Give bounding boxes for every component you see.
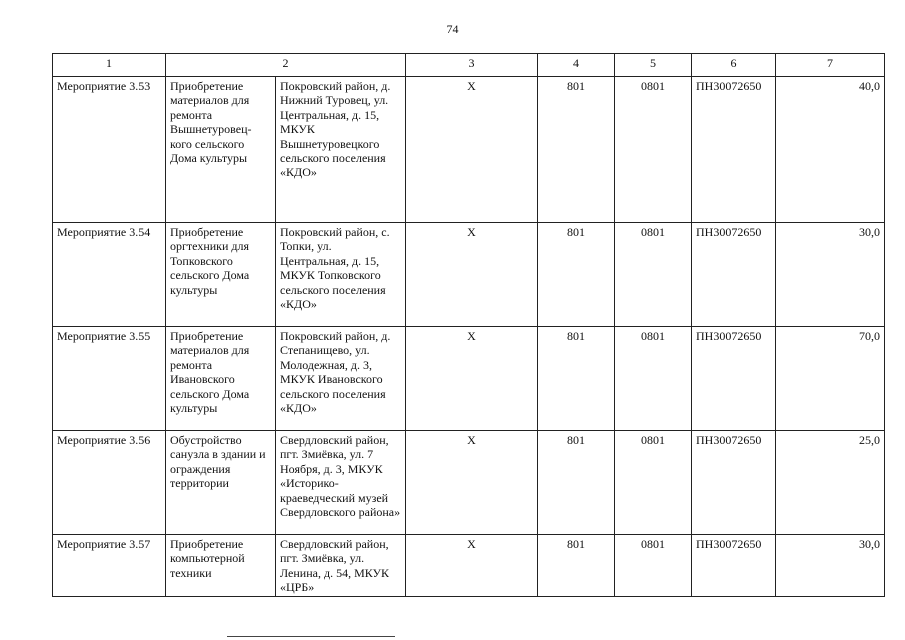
measure-id: Мероприятие 3.55 bbox=[53, 327, 166, 431]
measures-table bbox=[52, 53, 885, 597]
table-row bbox=[53, 327, 885, 431]
measure-col-3: X bbox=[406, 535, 538, 597]
measure-id: Мероприятие 3.57 bbox=[53, 535, 166, 597]
measure-location: Свердловский район, пгт. Змиёвка, ул. Ленина, д. 54, МКУК «ЦРБ» bbox=[276, 535, 406, 597]
measure-col-6: ПН30072650 bbox=[692, 327, 776, 431]
header-col-6: 6 bbox=[692, 54, 776, 77]
page-number: 74 bbox=[446, 22, 459, 36]
measure-col-5: 0801 bbox=[615, 535, 692, 597]
measure-col-5: 0801 bbox=[615, 77, 692, 223]
measure-col-5: 0801 bbox=[615, 327, 692, 431]
header-row bbox=[53, 54, 885, 77]
measure-description: Приобретение материалов для ремонта Ивановского сельского Дома культуры bbox=[166, 327, 276, 431]
measure-id: Мероприятие 3.54 bbox=[53, 223, 166, 327]
measure-location: Покровский район, с. Топки, ул. Центральная, д. 15, МКУК Топковского сельского поселения «КДО» bbox=[276, 223, 406, 327]
table-row bbox=[53, 223, 885, 327]
measure-col-4: 801 bbox=[538, 327, 615, 431]
measure-id: Мероприятие 3.53 bbox=[53, 77, 166, 223]
header-col-2: 2 bbox=[166, 54, 406, 77]
header-col-3: 3 bbox=[406, 54, 538, 77]
measure-description: Приобретение компьютерной техники bbox=[166, 535, 276, 597]
measure-description: Обустройство санузла в здании и ограждения территории bbox=[166, 431, 276, 535]
measure-col-4: 801 bbox=[538, 77, 615, 223]
header-col-5: 5 bbox=[615, 54, 692, 77]
measure-id: Мероприятие 3.56 bbox=[53, 431, 166, 535]
measure-col-5: 0801 bbox=[615, 223, 692, 327]
measure-amount: 30,0 bbox=[776, 535, 885, 597]
measure-col-3: X bbox=[406, 327, 538, 431]
measure-amount: 30,0 bbox=[776, 223, 885, 327]
table-row bbox=[53, 431, 885, 535]
header-col-7: 7 bbox=[776, 54, 885, 77]
measure-amount: 40,0 bbox=[776, 77, 885, 223]
measure-col-4: 801 bbox=[538, 431, 615, 535]
measure-col-6: ПН30072650 bbox=[692, 431, 776, 535]
measure-location: Покровский район, д. Степанищево, ул. Молодежная, д. 3, МКУК Ивановского сельского поселения «КДО» bbox=[276, 327, 406, 431]
header-col-1: 1 bbox=[53, 54, 166, 77]
table-row bbox=[53, 535, 885, 597]
measure-col-3: X bbox=[406, 223, 538, 327]
measure-col-6: ПН30072650 bbox=[692, 77, 776, 223]
measure-amount: 70,0 bbox=[776, 327, 885, 431]
measure-col-6: ПН30072650 bbox=[692, 223, 776, 327]
measure-col-4: 801 bbox=[538, 223, 615, 327]
table-row bbox=[53, 77, 885, 223]
measure-col-5: 0801 bbox=[615, 431, 692, 535]
measure-amount: 25,0 bbox=[776, 431, 885, 535]
measure-location: Покровский район, д. Нижний Туровец, ул. Центральная, д. 15, МКУК Вышнетуровецкого сельского поселения «КДО» bbox=[276, 77, 406, 223]
measure-description: Приобретение оргтехники для Топковского сельского Дома культуры bbox=[166, 223, 276, 327]
measure-location: Свердловский район, пгт. Змиёвка, ул. 7 Ноября, д. 3, МКУК «Историко-краеведческий музей Свердловского района» bbox=[276, 431, 406, 535]
measure-description: Приобретение материалов для ремонта Вышнетуровец-кого сельского Дома культуры bbox=[166, 77, 276, 223]
measure-col-3: X bbox=[406, 77, 538, 223]
measure-col-3: X bbox=[406, 431, 538, 535]
measure-col-6: ПН30072650 bbox=[692, 535, 776, 597]
bottom-divider bbox=[227, 636, 395, 637]
measure-col-4: 801 bbox=[538, 535, 615, 597]
header-col-4: 4 bbox=[538, 54, 615, 77]
